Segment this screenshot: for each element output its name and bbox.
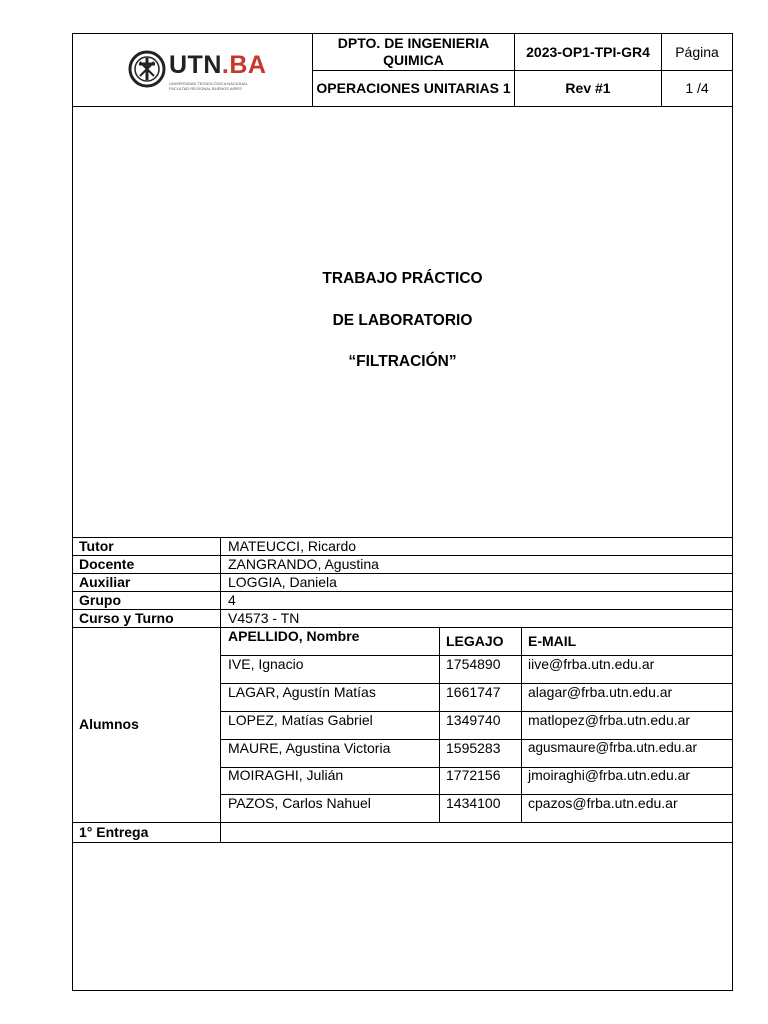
grupo-value: 4 [228,592,236,608]
logo-subtitle: UNIVERSIDAD TECNOLÓGICA NACIONAL FACULTAD REGIONAL BUENOS AIRES [169,81,248,91]
page-frame [72,33,733,991]
info-line-1 [72,555,733,556]
student-legajo: 1349740 [446,712,501,728]
student-legajo: 1754890 [446,656,501,672]
student-email: alagar@frba.utn.edu.ar [528,684,673,700]
student-name: MOIRAGHI, Julián [228,767,344,783]
student-name: LOPEZ, Matías Gabriel [228,712,373,728]
curso-value: V4573 - TN [228,610,300,626]
auxiliar-label: Auxiliar [79,574,131,590]
info-label-divider [220,537,221,843]
info-line-top [72,537,733,538]
curso-label: Curso y Turno [79,610,174,626]
student-legajo: 1434100 [446,795,501,811]
alumnos-label: Alumnos [79,716,139,732]
docente-value: ZANGRANDO, Agustina [228,556,379,572]
student-legajo: 1595283 [446,740,501,756]
col-header-legajo: LEGAJO [446,633,504,649]
students-col-line-2 [521,627,522,823]
student-email: matlopez@frba.utn.edu.ar [528,712,691,728]
utn-logo [125,49,265,97]
student-legajo: 1661747 [446,684,501,700]
students-col-line-1 [439,627,440,823]
col-header-email: E-MAIL [528,633,577,649]
tutor-label: Tutor [79,538,114,554]
info-line-5 [72,627,733,628]
student-name: IVE, Ignacio [228,656,304,672]
revision-cell: Rev #1 [565,80,611,96]
student-email: agusmaure@frba.utn.edu.ar [528,740,698,755]
logo-wordmark: UTN.BA [169,51,267,79]
title-line-3: “FILTRACIÓN” [348,353,457,370]
page-label-cell: Página [675,43,719,60]
title-line-2: DE LABORATORIO [332,312,473,329]
auxiliar-value: LOGGIA, Daniela [228,574,337,590]
department-cell: DPTO. DE INGENIERIA QUIMICA [337,35,490,68]
student-name: LAGAR, Agustín Matías [228,684,376,700]
delivery-line-bottom [72,842,733,843]
page-number-cell: 1 /4 [685,80,709,96]
tutor-value: MATEUCCI, Ricardo [228,538,357,554]
student-email: cpazos@frba.utn.edu.ar [528,795,678,811]
student-name: MAURE, Agustina Victoria [228,740,391,756]
students-line-bottom [72,822,733,823]
grupo-label: Grupo [79,592,121,608]
info-line-3 [72,591,733,592]
student-legajo: 1772156 [446,767,501,783]
header-divider-bottom [72,106,733,107]
student-email: jmoiraghi@frba.utn.edu.ar [528,767,691,783]
student-name: PAZOS, Carlos Nahuel [228,795,371,811]
title-line-1: TRABAJO PRÁCTICO [322,270,483,287]
delivery-label: 1° Entrega [79,824,149,840]
info-line-2 [72,573,733,574]
student-email: iive@frba.utn.edu.ar [528,656,655,672]
docente-label: Docente [79,556,135,572]
col-header-name: APELLIDO, Nombre [228,628,360,644]
utn-emblem-icon [127,49,167,89]
doc-code-cell: 2023-OP1-TPI-GR4 [526,43,650,60]
course-cell: OPERACIONES UNITARIAS 1 [316,80,511,96]
